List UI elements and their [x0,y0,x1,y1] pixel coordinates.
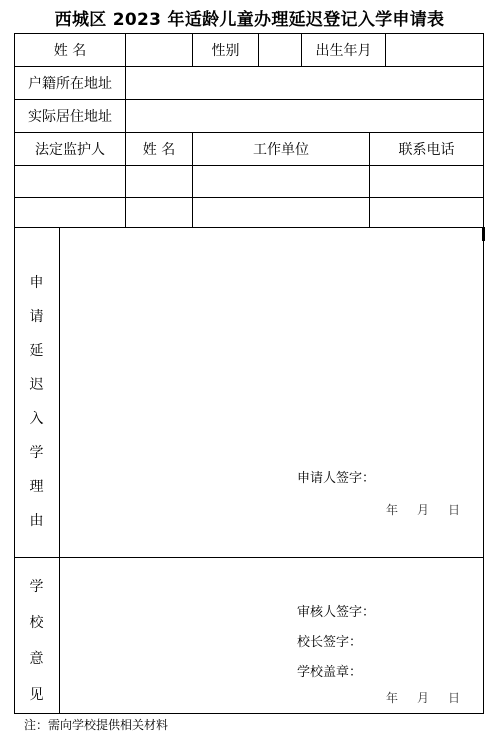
form-title: 西城区 2023 年适龄儿童办理延迟登记入学申请表 [54,10,445,30]
residence-address-field[interactable] [126,100,483,132]
reviewer-signature-label: 审核人签字： [297,605,376,620]
guardian-1-workplace-field[interactable] [193,166,369,197]
reason-date-month: 月 [417,503,430,517]
school-label-char: 见 [29,687,44,703]
birth-date-field[interactable] [386,34,483,66]
name-label: 姓 名 [53,43,87,59]
school-seal-label: 学校盖章： [297,665,363,680]
name-field[interactable] [126,34,192,66]
school-date-month: 月 [417,691,430,705]
school-opinion-section-label [14,576,59,704]
household-address-label: 户籍所在地址 [28,76,112,92]
reason-date-year: 年 [386,503,399,517]
school-label-char: 学 [29,579,44,595]
reason-section-label [14,272,59,530]
guardian-2-workplace-field[interactable] [193,198,369,227]
guardian-2-name-field[interactable] [126,198,192,227]
principal-signature-label: 校长签字： [297,635,363,650]
guardian-2-phone-field[interactable] [370,198,483,227]
household-address-field[interactable] [126,67,483,99]
guardian-2-relation-field[interactable] [15,198,125,227]
gender-label: 性别 [211,43,240,59]
birth-date-label: 出生年月 [315,43,372,59]
gender-field[interactable] [259,34,301,66]
residence-address-label: 实际居住地址 [28,109,112,125]
school-date-year: 年 [386,691,399,705]
school-label-char: 校 [29,615,44,631]
reason-label-char: 延 [29,343,44,359]
table-border-bottom [14,713,484,714]
guardian-1-name-field[interactable] [126,166,192,197]
phone-header: 联系电话 [398,142,455,158]
reason-label-char: 迟 [29,377,44,393]
reason-date-day: 日 [448,503,461,517]
reason-label-char: 理 [29,479,44,495]
reason-label-char: 入 [29,411,44,427]
footnote: 注：需向学校提供相关材料 [24,718,169,732]
guardian-header: 法定监护人 [35,142,105,158]
reason-label-char: 请 [29,309,44,325]
school-opinion-area[interactable] [60,558,483,598]
reason-label-char: 由 [29,513,44,529]
workplace-header: 工作单位 [253,142,309,158]
school-label-char: 意 [29,651,44,667]
reason-label-char: 申 [29,275,44,291]
reason-label-char: 学 [29,445,44,461]
guardian-1-relation-field[interactable] [15,166,125,197]
table-border-right [483,33,484,714]
guardian-1-phone-field[interactable] [370,166,483,197]
school-date-day: 日 [448,691,461,705]
guardian-name-header: 姓 名 [142,142,176,158]
applicant-signature-label: 申请人签字： [297,471,376,486]
reason-text-area[interactable] [60,228,483,463]
